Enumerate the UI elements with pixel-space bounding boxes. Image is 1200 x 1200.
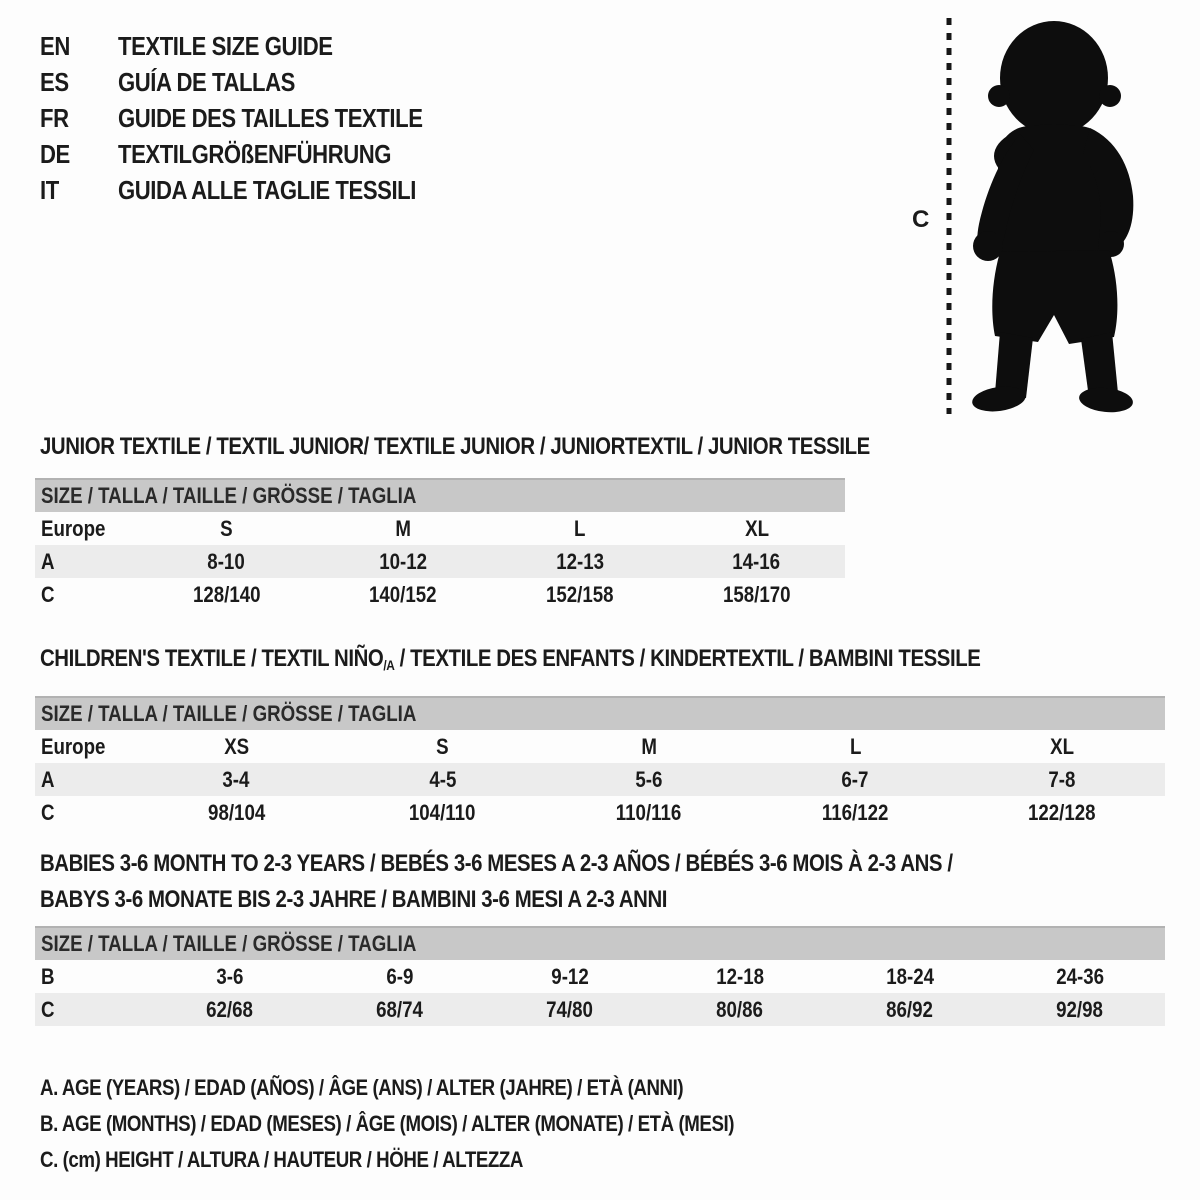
table-cell: 68/74 [376,996,424,1022]
row-label: Europe [41,515,106,541]
table-cell: 158/170 [722,581,791,607]
guide-title-it: GUIDA ALLE TAGLIE TESSILI [118,175,416,205]
table-header-row [35,479,845,512]
section-childrens-textile [35,646,1165,829]
guide-title-en: TEXTILE SIZE GUIDE [118,31,333,61]
table-cell: 86/92 [886,996,934,1022]
table-cell: L [849,733,862,759]
table-cell: XL [744,515,769,541]
section-junior-textile [35,433,870,611]
guide-title-fr: GUIDE DES TAILLES TEXTILE [118,103,423,133]
row-label: C [41,996,55,1022]
table-cell: 14-16 [732,548,781,574]
table-row-height [35,796,1165,829]
table-row-height [35,993,1165,1026]
table-cell: 9-12 [551,963,589,989]
table-row-height [35,578,845,611]
table-cell: M [641,733,657,759]
table-cell: 110/116 [616,799,682,825]
table-cell: 80/86 [716,996,764,1022]
table-cell: M [395,515,411,541]
table-header-row [35,927,1165,960]
table-cell: 116/122 [822,799,889,825]
size-header-label: SIZE / TALLA / TAILLE / GRÖSSE / TAGLIA [41,701,417,726]
table-cell: 8-10 [207,548,246,574]
babies-section-heading [35,846,1165,918]
footnote-a-age-years: A. AGE (YEARS) / EDAD (AÑOS) / ÂGE (ANS) / ALTER (JAHRE) / ETÀ (ANNI) [40,1075,684,1100]
row-label: C [41,799,55,825]
table-cell: 12-18 [716,963,764,989]
lang-row-es [40,64,476,100]
lang-code: ES [40,67,69,97]
table-cell: 12-13 [555,548,604,574]
table-row-age [35,545,845,578]
children-size-table [35,696,1165,829]
table-cell: 92/98 [1056,996,1104,1022]
legend-footnotes [40,1070,857,1178]
height-measure-label: C [912,206,930,233]
table-cell: XL [1049,733,1074,759]
row-label: C [41,581,55,607]
language-title-list [40,28,476,208]
table-cell: 10-12 [379,548,428,574]
junior-section-heading: JUNIOR TEXTILE / TEXTIL JUNIOR/ TEXTILE JUNIOR / JUNIORTEXTIL / JUNIOR TESSILE [40,433,870,460]
nino-a-subscript: /A [383,657,395,673]
size-header-label: SIZE / TALLA / TAILLE / GRÖSSE / TAGLIA [41,931,417,956]
lang-code: DE [40,139,70,169]
table-cell: 7-8 [1048,766,1076,792]
table-cell: 140/152 [369,581,437,607]
lang-code: EN [40,31,70,61]
table-cell: 6-7 [841,766,869,792]
table-cell: S [220,515,233,541]
table-cell: L [574,515,586,541]
table-cell: 104/110 [409,799,476,825]
lang-row-de [40,136,476,172]
baby-silhouette-icon [962,16,1142,421]
babies-heading-line2: BABYS 3-6 MONATE BIS 2-3 JAHRE / BAMBINI 3-6 MESI A 2-3 ANNI [40,886,668,913]
height-measure-dashed-line [946,16,952,421]
table-cell: S [436,733,449,759]
table-cell: 3-4 [222,766,250,792]
row-label: B [41,963,55,989]
children-section-heading: CHILDREN'S TEXTILE / TEXTIL $NIÑO_{/A}$ / TEXTILE DES ENFANTS / KINDERTEXTIL / BAMBINI TESSILE [40,645,981,673]
table-cell: 74/80 [546,996,594,1022]
lang-row-fr [40,100,476,136]
table-cell: 4-5 [429,766,457,792]
babies-heading-line1: BABIES 3-6 MONTH TO 2-3 YEARS / BEBÉS 3-6 MESES A 2-3 AÑOS / BÉBÉS 3-6 MOIS À 2-3 ANS / [40,850,953,877]
table-row-europe [35,512,845,545]
table-row-age [35,763,1165,796]
guide-title-de: TEXTILGRÖßENFÜHRUNG [118,139,392,169]
table-cell: 24-36 [1056,963,1104,989]
lang-code: FR [40,103,69,133]
table-cell: 122/128 [1027,799,1096,825]
lang-row-it [40,172,476,208]
babies-size-table [35,926,1165,1026]
table-cell: 128/140 [192,581,261,607]
section-babies-textile [35,846,1165,1026]
guide-title-es: GUÍA DE TALLAS [118,67,295,97]
junior-size-table [35,478,845,611]
footnote-b-age-months: B. AGE (MONTHS) / EDAD (MESES) / ÂGE (MOIS) / ALTER (MONATE) / ETÀ (MESI) [40,1111,735,1136]
lang-code: IT [40,175,59,205]
row-label: A [41,548,55,574]
table-cell: 62/68 [206,996,254,1022]
table-cell: 98/104 [207,799,265,825]
table-cell: 6-9 [386,963,414,989]
row-label: A [41,766,55,792]
table-cell: 18-24 [886,963,934,989]
table-cell: 3-6 [216,963,244,989]
table-row-europe [35,730,1165,763]
table-cell: 5-6 [635,766,663,792]
size-header-label: SIZE / TALLA / TAILLE / GRÖSSE / TAGLIA [41,483,417,508]
table-cell: XS [223,733,249,759]
table-cell: 152/158 [546,581,614,607]
table-row-months [35,960,1165,993]
row-label: Europe [41,733,106,759]
table-header-row [35,697,1165,730]
footnote-c-height-cm: C. (cm) HEIGHT / ALTURA / HAUTEUR / HÖHE / ALTEZZA [40,1147,523,1172]
lang-row-en [40,28,476,64]
